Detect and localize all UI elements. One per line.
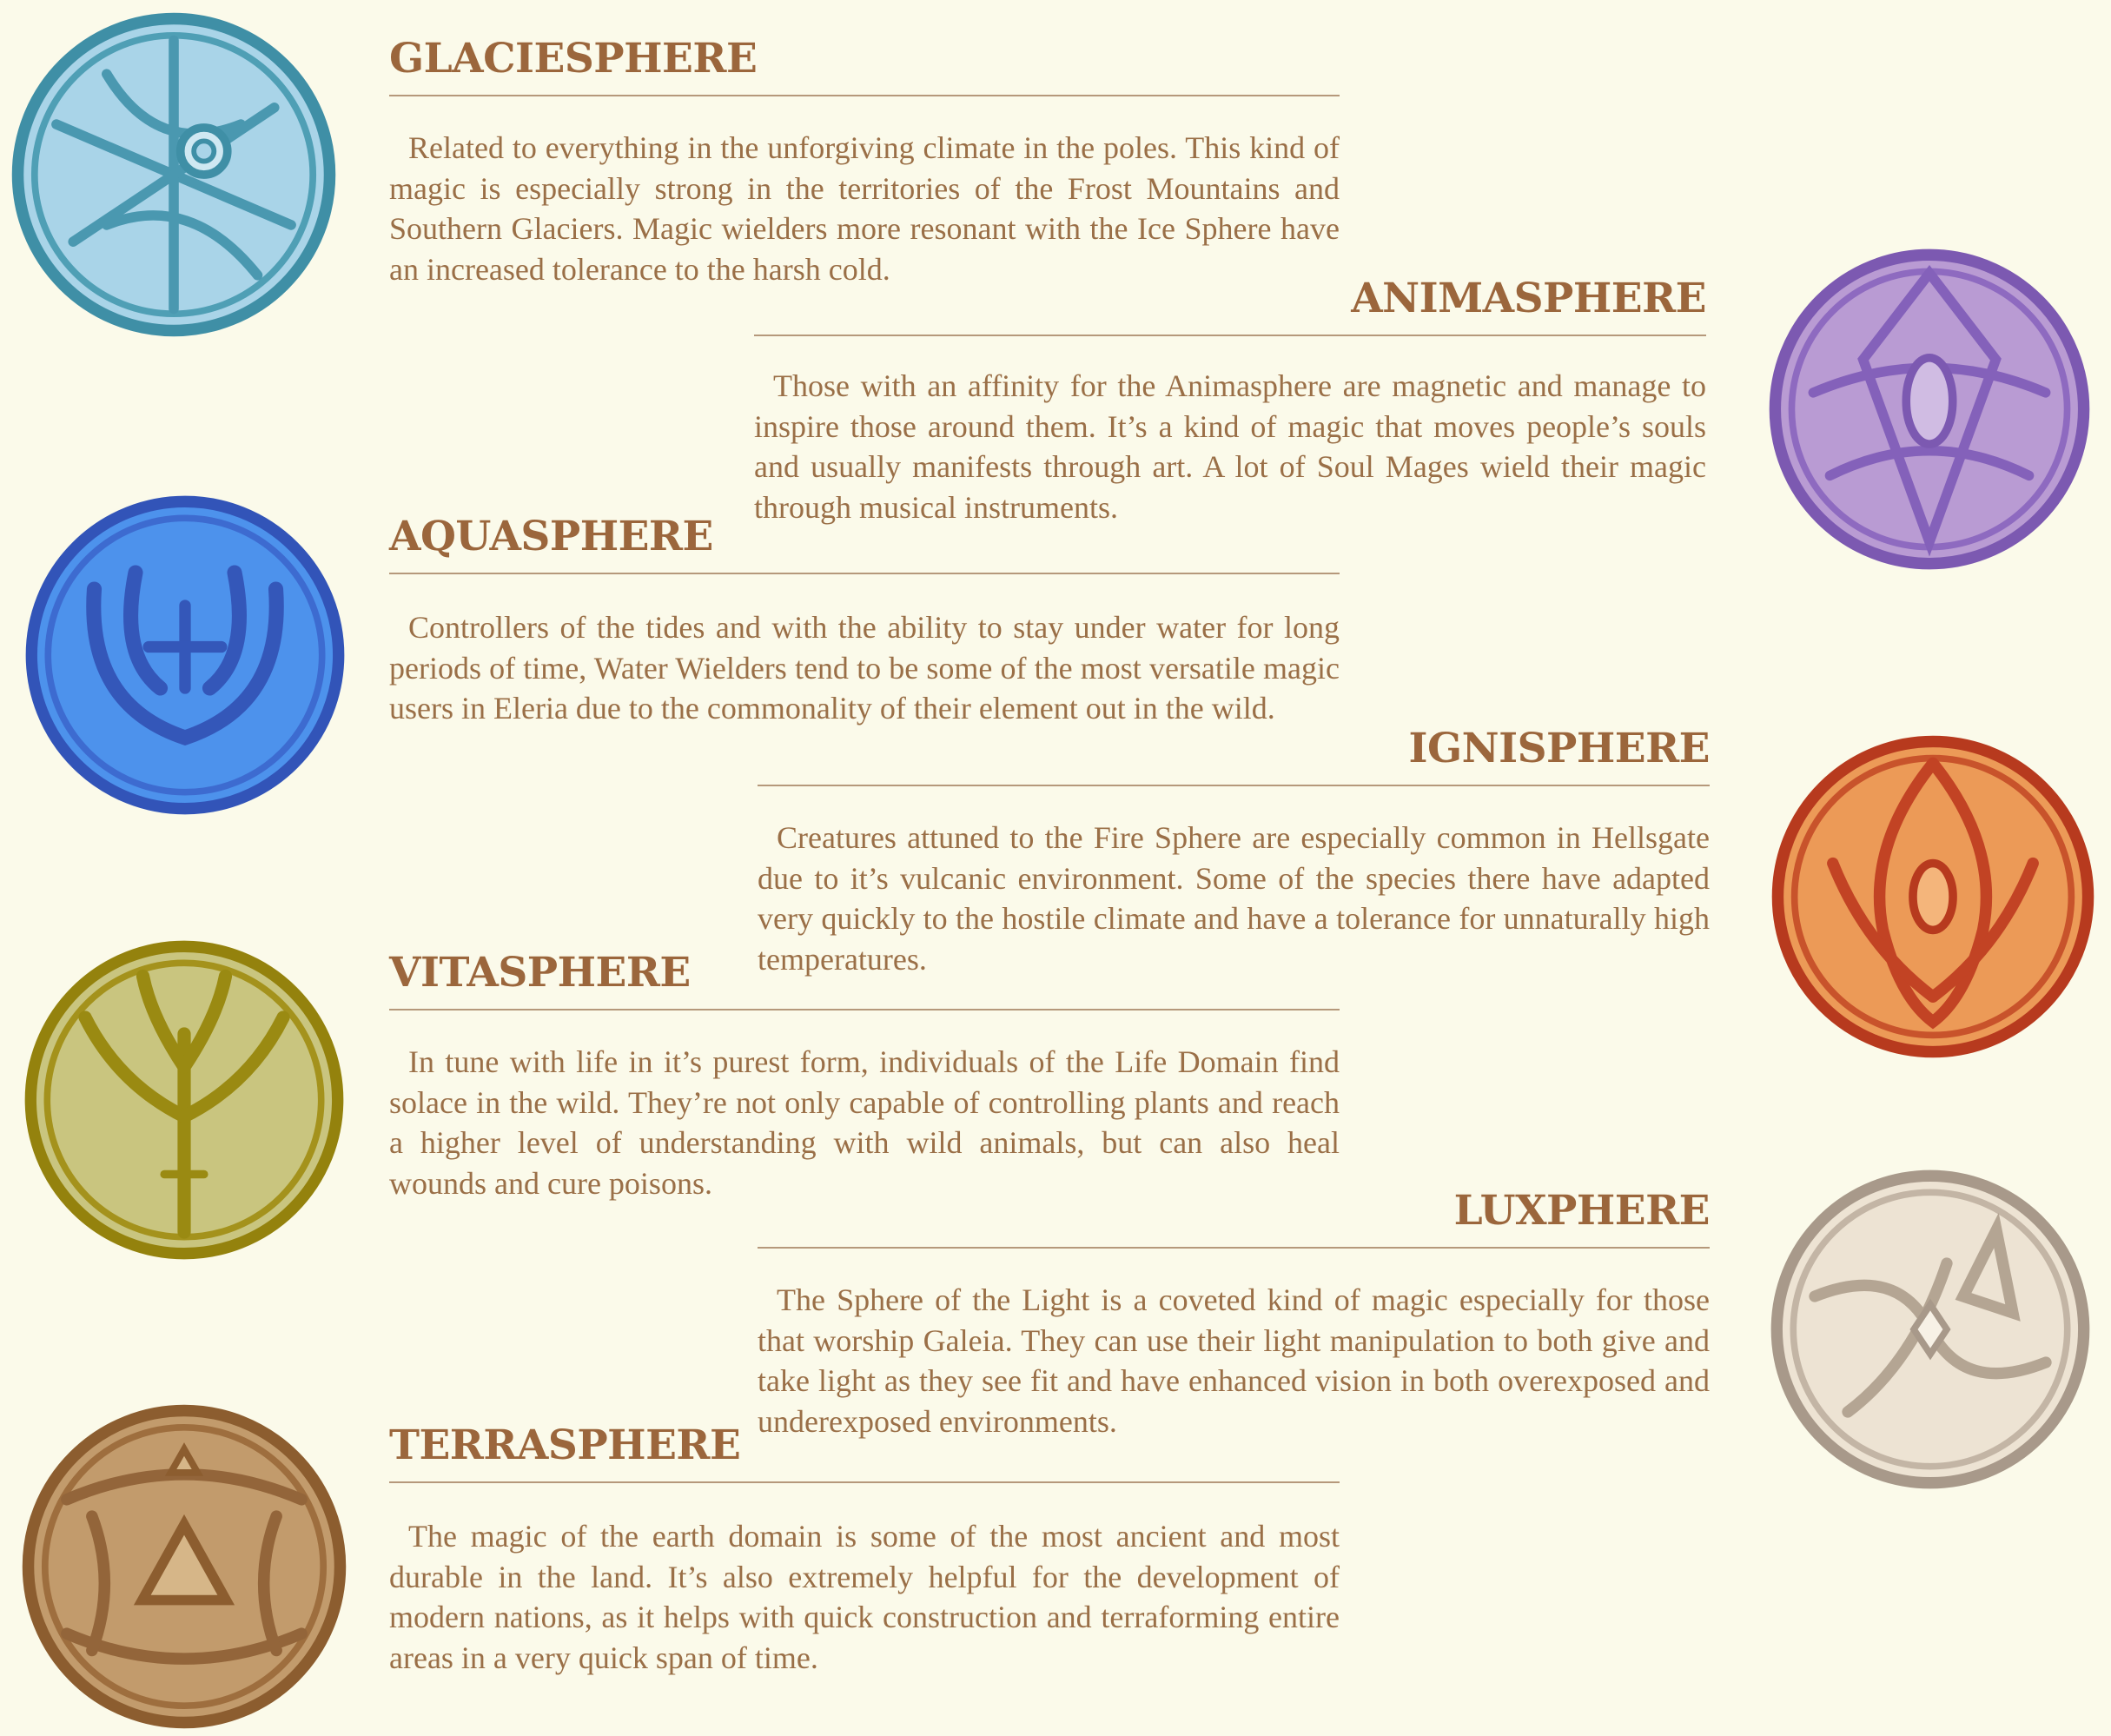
animasphere-description: Those with an affinity for the Animasphere are magnetic and manage to inspire those around them. It’s a kind of magic that moves people’s souls and usually manifests through art. A lot of Soul Mages wield their magic through musical instruments. [754, 368, 1706, 525]
luxphere-divider [758, 1247, 1710, 1249]
luxphere-description: The Sphere of the Light is a coveted kind of magic especially for those that worship Galeia. They can use their light manipulation to both give and take light as they see fit and have enhanced vision in both overexposed and underexposed environments. [758, 1282, 1710, 1439]
terrasphere-description: The magic of the earth domain is some of the most ancient and most durable in the land. It’s also extremely helpful for the development of modern nations, as it helps with quick construction and terraforming entire areas in a very quick span of time. [389, 1519, 1340, 1675]
ignisphere-title: IGNISPHERE [1408, 725, 1710, 772]
ignisphere-emblem-icon [1764, 730, 2102, 1063]
ignisphere-section [758, 725, 1710, 979]
aquasphere-emblem-icon [17, 490, 353, 820]
terrasphere-section [389, 1421, 1340, 1678]
aquasphere-section [389, 513, 1340, 729]
glaciesphere-section [389, 35, 1340, 289]
aquasphere-title: AQUASPHERE [389, 513, 713, 560]
vitasphere-title: VITASPHERE [389, 949, 691, 997]
animasphere-emblem-icon [1760, 243, 2099, 575]
animasphere-title: ANIMASPHERE [1351, 275, 1706, 322]
aquasphere-divider [389, 573, 1340, 574]
aquasphere-description: Controllers of the tides and with the ability to stay under water for long periods of time, Water Wielders tend to be some of the most versatile magic users in Eleria due to the commonality of their element out in the wild. [389, 610, 1340, 726]
ignisphere-divider [758, 785, 1710, 786]
terrasphere-divider [389, 1481, 1340, 1483]
terrasphere-emblem-icon [16, 1399, 353, 1734]
glaciesphere-divider [389, 95, 1340, 96]
vitasphere-emblem-icon [17, 935, 351, 1265]
glaciesphere-title: GLACIESPHERE [389, 35, 758, 83]
animasphere-divider [754, 335, 1706, 336]
terrasphere-title: TERRASPHERE [389, 1421, 741, 1469]
luxphere-title: LUXPHERE [1453, 1187, 1710, 1235]
vitasphere-divider [389, 1009, 1340, 1010]
animasphere-section [754, 275, 1706, 527]
vitasphere-description: In tune with life in it’s purest form, individuals of the Life Domain find solace in the wild. They’re not only capable of controlling plants and reach a higher level of understanding with wild animals, but can also heal wounds and cure poisons. [389, 1044, 1340, 1201]
luxphere-emblem-icon [1764, 1164, 2097, 1494]
ignisphere-description: Creatures attuned to the Fire Sphere are especially common in Hellsgate due to it’s vulcanic environment. Some of the species there have adapted very quickly to the hostile climate and have a tolerance for unnaturally high temperatures. [758, 820, 1710, 977]
glaciesphere-description: Related to everything in the unforgiving climate in the poles. This kind of magic is especially strong in the territories of the Frost Mountains and Southern Glaciers. Magic wielders more resonant with the Ice Sphere have an increased tolerance to the harsh cold. [389, 130, 1340, 287]
vitasphere-section [389, 949, 1340, 1203]
glaciesphere-emblem-icon [0, 7, 347, 342]
luxphere-section [758, 1187, 1710, 1441]
